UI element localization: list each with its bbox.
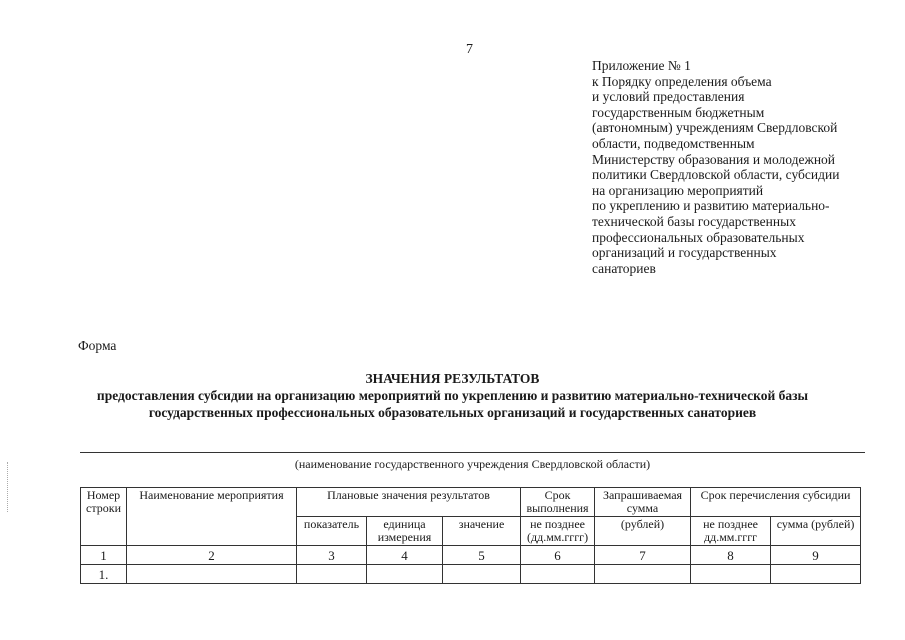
appendix-line: политики Свердловской области, субсидии (592, 167, 840, 183)
appendix-line: Министерству образования и молодежной (592, 151, 836, 167)
scan-margin-marks (7, 462, 10, 512)
header-transfer-period: Срок перечисления субсидии (691, 488, 861, 517)
title-line-2: предоставления субсидии на организацию мероприятий по укреплению и развитию материально-технической базы (96, 388, 809, 403)
subheader-transfer-amount: сумма (рублей) (771, 517, 861, 546)
appendix-line: по укреплению и развитию материально- (592, 198, 830, 214)
table-cell (127, 565, 297, 584)
table-cell: 1. (81, 565, 127, 584)
title-line-3: государственных профессиональных образовательных организаций и государственных санаториев (148, 405, 757, 420)
appendix-line: (автономным) учреждениям Свердловской (592, 120, 838, 136)
appendix-line: к Порядку определения объема (592, 73, 772, 89)
document-title (0, 370, 905, 421)
column-number: 5 (443, 546, 521, 565)
page-number: 7 (466, 42, 473, 57)
header-requested-amount: Запрашиваемая сумма (595, 488, 691, 517)
column-number: 4 (367, 546, 443, 565)
table-cell (443, 565, 521, 584)
table-header-row (81, 488, 861, 517)
title-heading: ЗНАЧЕНИЯ РЕЗУЛЬТАТОВ (365, 371, 540, 386)
appendix-line: на организацию мероприятий (592, 182, 764, 198)
table-cell (297, 565, 367, 584)
org-name-fill-line (80, 452, 865, 453)
results-table (80, 487, 861, 584)
table-cell (367, 565, 443, 584)
header-row-number: Номер строки (81, 488, 127, 546)
column-number-row (81, 546, 861, 565)
subheader-indicator: показатель (297, 517, 367, 546)
header-event-name: Наименование мероприятия (127, 488, 297, 546)
form-label: Форма (78, 338, 117, 353)
column-number: 8 (691, 546, 771, 565)
appendix-line: и условий предоставления (592, 89, 745, 105)
header-planned-values: Плановые значения результатов (297, 488, 521, 517)
appendix-line: профессиональных образовательных (592, 229, 805, 245)
org-name-caption: (наименование государственного учреждения Свердловской области) (294, 457, 651, 471)
column-number: 9 (771, 546, 861, 565)
appendix-line: технической базы государственных (592, 213, 796, 229)
appendix-line: санаториев (592, 260, 656, 276)
subheader-unit: единица измерения (367, 517, 443, 546)
column-number: 6 (521, 546, 595, 565)
appendix-line: Приложение № 1 (592, 58, 691, 73)
column-number: 7 (595, 546, 691, 565)
table-cell (771, 565, 861, 584)
table-cell (521, 565, 595, 584)
appendix-line: государственным бюджетным (592, 104, 765, 120)
table-cell (595, 565, 691, 584)
appendix-line: организаций и государственных (592, 245, 777, 261)
subheader-amount-unit: (рублей) (595, 517, 691, 546)
column-number: 2 (127, 546, 297, 565)
subheader-transfer-deadline: не позднее дд.мм.гггг (691, 517, 771, 546)
appendix-line: области, подведомственным (592, 135, 755, 151)
table-row (81, 565, 861, 584)
column-number: 3 (297, 546, 367, 565)
header-deadline: Срок выполнения (521, 488, 595, 517)
subheader-value: значение (443, 517, 521, 546)
appendix-note (592, 58, 892, 276)
column-number: 1 (81, 546, 127, 565)
table-cell (691, 565, 771, 584)
subheader-deadline-format: не позднее (дд.мм.гггг) (521, 517, 595, 546)
